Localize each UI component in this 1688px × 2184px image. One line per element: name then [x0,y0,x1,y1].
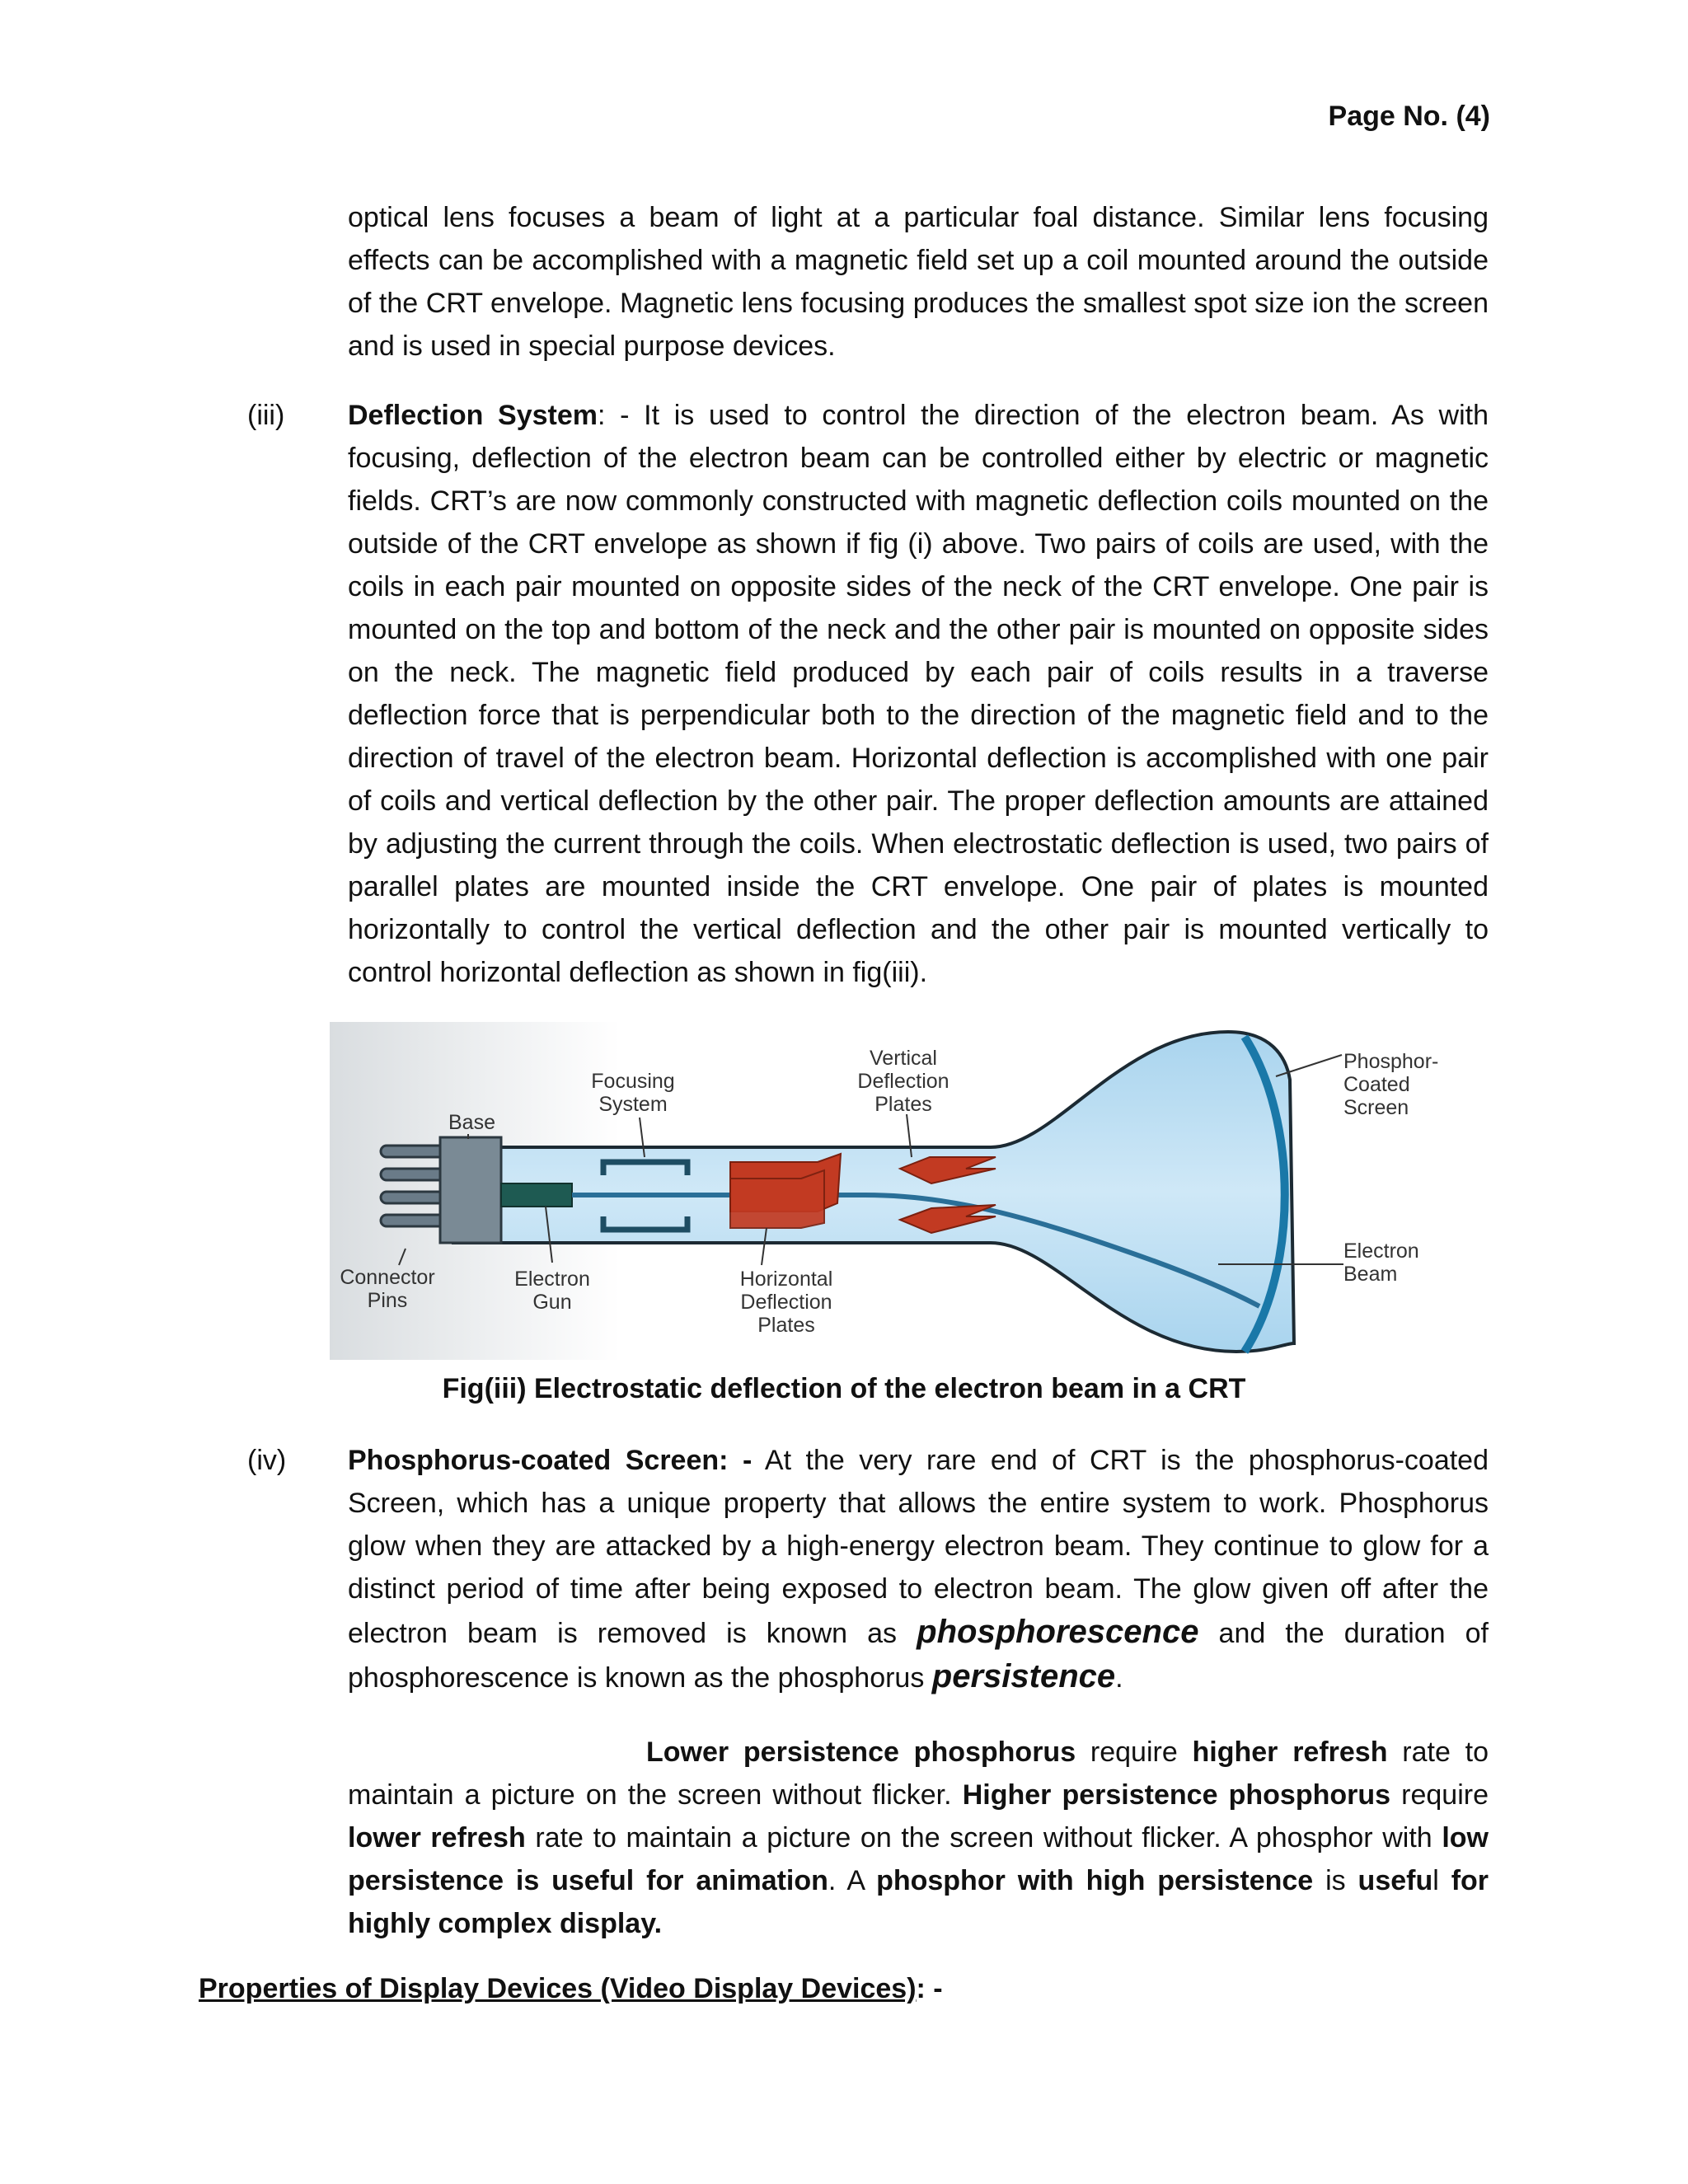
section-heading [199,1973,943,2005]
phosphor-text-1: At the very rare end of CRT is the phosphorus-coated Screen, which has a unique property that allows the entire system to work. Phosphorus glow when they are attacked by a high-energy electron beam. They continue to glow for a distinct period of time after being exposed to electron beam. The glow given off after the electron beam is removed is known as [348,1445,1489,1649]
label-horizontal-2: Deflection [740,1291,832,1314]
label-connector-2: Pins [367,1289,408,1312]
phosphor-paragraph [348,1439,1489,1699]
figure-caption-text: Fig(iii) Electrostatic deflection of the electron beam in a CRT [442,1373,1246,1404]
term-phosphorescence: phosphorescence [917,1614,1199,1650]
label-beam-1: Electron [1343,1240,1419,1263]
persist-14: l [1432,1865,1451,1896]
label-horizontal-1: Horizontal [739,1268,833,1291]
section-heading-suffix: : - [916,1973,943,2004]
deflection-number: (iii) [247,400,285,431]
label-gun-2: Gun [532,1291,572,1314]
label-connector-1: Connector [340,1266,435,1289]
persist-15: for highly complex display. [348,1865,1489,1939]
label-beam-2: Beam [1343,1263,1398,1286]
label-horizontal-3: Plates [757,1314,815,1337]
label-gun-1: Electron [514,1268,590,1291]
phosphor-text-3: . [1115,1662,1123,1694]
persistence-paragraph [348,1731,1489,1945]
label-vertical-2: Deflection [857,1070,950,1093]
persist-5: Higher persistence phosphorus [962,1779,1391,1811]
intro-paragraph: optical lens focuses a beam of light at a particular foal distance. Similar lens focusing effects can be accomplished with a magnetic field set up a coil mounted around the outside of the CRT envelope. Magnetic lens focusing produces the smallest spot size ion the screen and is used in special purpose devices. [348,202,1489,362]
persist-1: Lower persistence phosphorus [646,1736,1076,1768]
deflection-title: Deflection System [348,400,598,431]
deflection-paragraph [348,394,1489,994]
crt-figure [330,1022,1490,1360]
label-vertical-3: Plates [874,1093,932,1116]
base-block [440,1137,501,1243]
persist-7: lower refresh [348,1822,526,1854]
persist-4: rate to maintain a picture on the screen without flicker. [348,1736,1489,1811]
label-phosphor-1: Phosphor- [1343,1050,1439,1073]
phosphor-title: Phosphorus-coated Screen: - [348,1445,753,1476]
persist-2: require [1076,1736,1193,1768]
persist-6: require [1390,1779,1489,1811]
persist-12: is [1313,1865,1358,1896]
section-heading-title: Properties of Display Devices (Video Display Devices) [199,1973,917,2004]
label-phosphor-3: Screen [1343,1096,1409,1119]
label-focusing-1: Focusing [591,1070,675,1093]
persist-10: . A [828,1865,877,1896]
persist-11: phosphor with high persistence [876,1865,1314,1896]
label-base: Base [448,1111,495,1134]
deflection-text: : - It is used to control the direction of the electron beam. As with focusing, deflection of the electron beam can be controlled either by electric or magnetic fields. CRT’s are now commonly constructed with magnetic deflection coils mounted on the outside of the CRT envelope as shown if fig (i) above. Two pairs of coils are used, with the coils in each pair mounted on opposite sides of the neck of the CRT envelope. One pair is mounted on the top and bottom of the neck and the other pair is mounted on opposite sides on the neck. The magnetic field produced by each pair of coils results in a traverse deflection force that is perpendicular both to the direction of the magnetic field and to the direction of travel of the electron beam. Horizontal deflection is accomplished with one pair of coils and vertical deflection by the other pair. The proper deflection amounts are attained by adjusting the current through the coils. When electrostatic deflection is used, two pairs of parallel plates are mounted inside the CRT envelope. One pair of plates is mounted horizontally to control the vertical deflection and the other pair is mounted vertically to control horizontal deflection as shown in fig(iii). [348,400,1489,988]
page-number: Page No. (4) [1328,101,1490,132]
persist-3: higher refresh [1192,1736,1388,1768]
persist-8: rate to maintain a picture on the screen without flicker. A phosphor with [525,1822,1442,1854]
phosphor-number: (iv) [247,1445,287,1476]
crt-diagram [330,1022,1490,1360]
persist-13: usefu [1357,1865,1433,1896]
horizontal-deflection-plates [730,1154,841,1228]
label-vertical-1: Vertical [870,1047,937,1070]
label-phosphor-2: Coated [1343,1073,1410,1096]
electron-gun [501,1183,572,1207]
term-persistence: persistence [931,1658,1116,1694]
label-focusing-2: System [598,1093,668,1116]
phosphor-text-2: and the duration of phosphorescence is known as the phosphorus [348,1618,1489,1694]
figure-caption [0,1373,1688,1405]
persist-9: low persistence is useful for animation [348,1822,1489,1896]
